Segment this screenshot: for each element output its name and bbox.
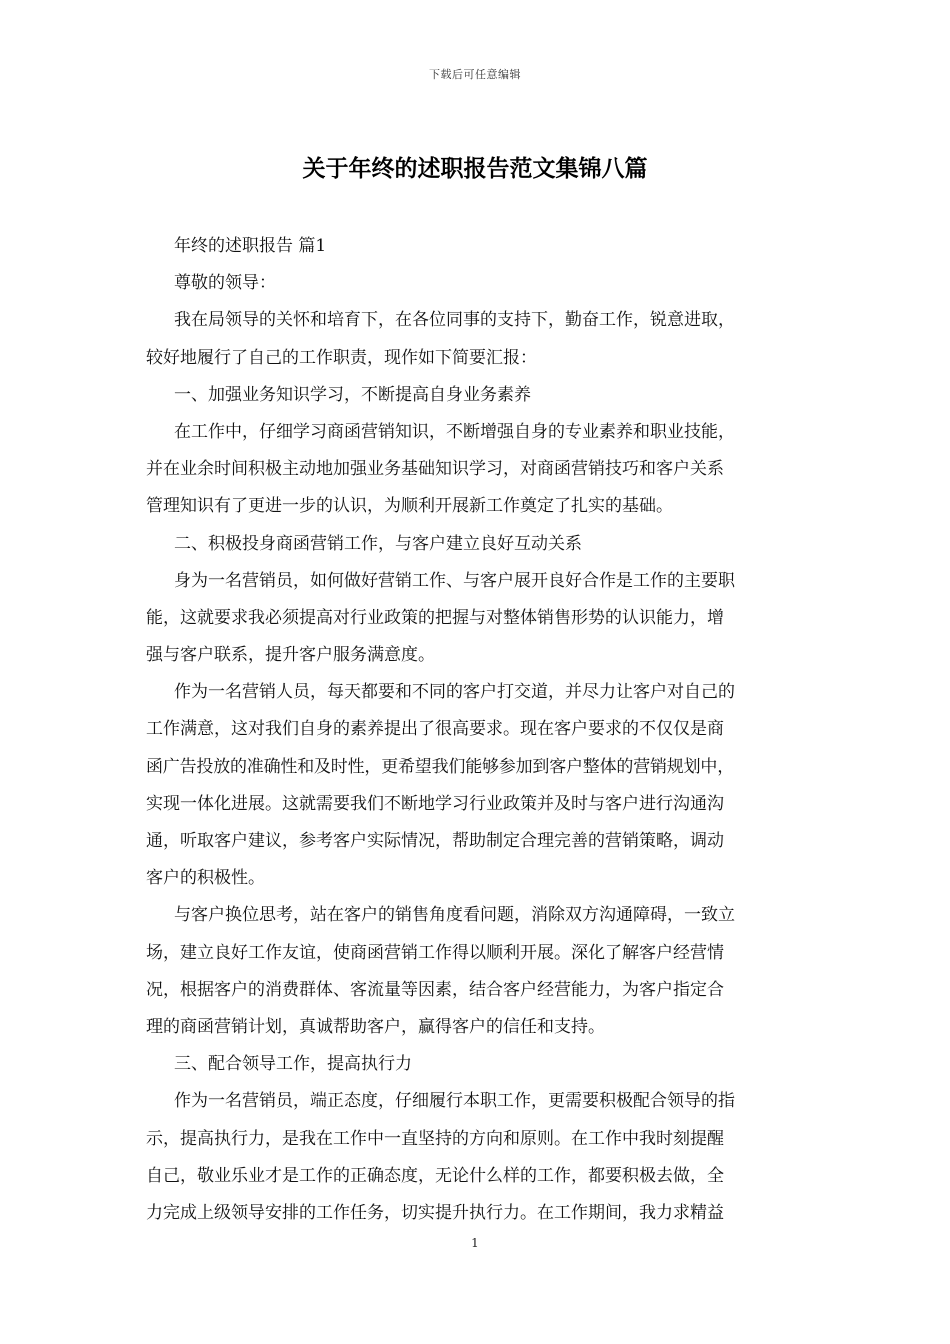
body-line: 力完成上级领导安排的工作任务，切实提升执行力。在工作期间，我力求精益 xyxy=(146,1202,724,1223)
document-title: 关于年终的述职报告范文集锦八篇 xyxy=(302,155,648,182)
body-line: 能，这就要求我必须提高对行业政策的把握与对整体销售形势的认识能力，增 xyxy=(146,607,724,628)
body-line: 理的商函营销计划，真诚帮助客户，赢得客户的信任和支持。 xyxy=(146,1016,605,1037)
body-line: 并在业余时间积极主动地加强业务基础知识学习，对商函营销技巧和客户关系 xyxy=(146,459,724,480)
body-line: 况，根据客户的消费群体、客流量等因素，结合客户经营能力，为客户指定合 xyxy=(146,979,724,1000)
body-line: 作为一名营销人员，每天都要和不同的客户打交道，并尽力让客户对自己的 xyxy=(174,682,735,703)
body-line: 我在局领导的关怀和培育下，在各位同事的支持下，勤奋工作，锐意进取， xyxy=(174,310,735,331)
body-line: 管理知识有了更进一步的认识，为顺利开展新工作奠定了扎实的基础。 xyxy=(146,496,673,517)
body-line: 示，提高执行力，是我在工作中一直坚持的方向和原则。在工作中我时刻提醒 xyxy=(146,1128,724,1149)
document-body xyxy=(146,231,810,1235)
body-line: 自己，敬业乐业才是工作的正确态度，无论什么样的工作，都要积极去做，全 xyxy=(146,1165,724,1186)
subheading-2: 二、积极投身商函营销工作，与客户建立良好互动关系 xyxy=(174,533,582,554)
body-line: 与客户换位思考，站在客户的销售角度看问题，消除双方沟通障碍，一致立 xyxy=(174,905,735,926)
section-heading-report-1: 年终的述职报告 篇1 xyxy=(174,236,327,256)
body-line: 身为一名营销员，如何做好营销工作、与客户展开良好合作是工作的主要职 xyxy=(174,570,735,591)
subheading-1: 一、加强业务知识学习，不断提高自身业务素养 xyxy=(174,384,531,405)
body-line: 通，听取客户建议，参考客户实际情况，帮助制定合理完善的营销策略，调动 xyxy=(146,831,724,851)
body-line: 在工作中，仔细学习商函营销知识，不断增强自身的专业素养和职业技能， xyxy=(174,421,735,442)
subheading-3: 三、配合领导工作，提高执行力 xyxy=(174,1054,412,1075)
salutation: 尊敬的领导： xyxy=(174,273,276,294)
body-line: 较好地履行了自己的工作职责，现作如下简要汇报： xyxy=(146,347,537,368)
body-line: 客户的积极性。 xyxy=(146,868,265,889)
page-number: 1 xyxy=(471,1236,479,1250)
page-header-note: 下载后可任意编辑 xyxy=(429,68,521,81)
body-line: 作为一名营销员，端正态度，仔细履行本职工作，更需要积极配合领导的指 xyxy=(174,1091,735,1112)
body-line: 强与客户联系，提升客户服务满意度。 xyxy=(146,645,435,666)
body-line: 工作满意，这对我们自身的素养提出了很高要求。现在客户要求的不仅仅是商 xyxy=(146,719,724,740)
body-line: 场，建立良好工作友谊，使商函营销工作得以顺利开展。深化了解客户经营情 xyxy=(146,942,724,963)
body-line: 实现一体化进展。这就需要我们不断地学习行业政策并及时与客户进行沟通沟 xyxy=(146,793,724,814)
body-line: 函广告投放的准确性和及时性，更希望我们能够参加到客户整体的营销规划中， xyxy=(146,756,734,777)
